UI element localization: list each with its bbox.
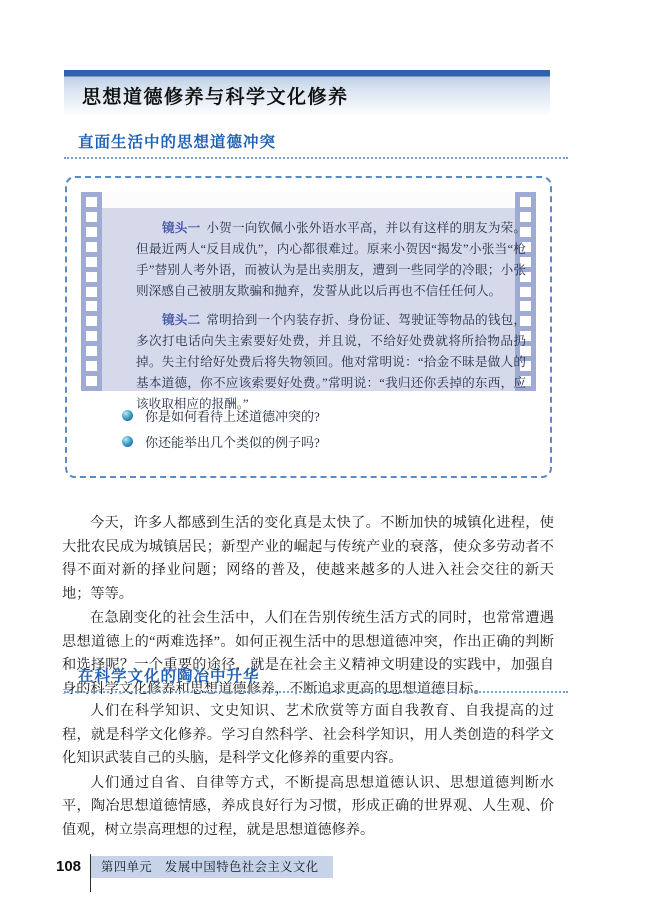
- list-item: [122, 406, 502, 425]
- scene-paragraph-2: [136, 310, 526, 415]
- film-sprocket-hole: [86, 287, 97, 297]
- bullet-sphere-icon: [122, 410, 133, 421]
- film-sprocket-hole: [86, 257, 97, 267]
- section-heading-2-label: 在科学文化的陶冶中升华: [78, 668, 260, 685]
- film-strip: [81, 192, 536, 411]
- film-sprocket-hole: [86, 376, 97, 386]
- section-heading-2: [74, 664, 574, 693]
- body-paragraph: 在急剧变化的社会生活中，人们在告别传统生活方式的同时，也常常遭遇思想道德上的“两难选择”。如何正视生活中的思想道德冲突，作出正确的判断和选择呢？一个重要的途径，就是在社会主义精神文明建设的实践中，加强自身的科学文化修养和思想道德修养，不断追求更高的思想道德目标。: [62, 610, 554, 697]
- film-sprocket-hole: [86, 316, 97, 326]
- film-strip-top-gap: [101, 192, 516, 208]
- film-sprocket-hole: [86, 197, 97, 207]
- scene-body-1: 小贺一向钦佩小张外语水平高，并以有这样的朋友为荣。但最近两人“反目成仇”，内心都很难过。原来小贺因“揭发”小张当“枪手”替别人考外语，而被认为是出卖朋友，遭到一些同学的冷眼；小张则深感自己被朋友欺骗和抛弃，发誓从此以后再也不信任任何人。: [136, 221, 527, 298]
- body-paragraph: 今天，许多人都感到生活的变化真是太快了。不断加快的城镇化进程，使大批农民成为城镇居民；新型产业的崛起与传统产业的衰落，使众多劳动者不得不面对新的择业问题；网络的普及，使越来越多的人进入社会交往的新天地；等等。: [62, 515, 554, 602]
- film-sprocket-hole: [86, 331, 97, 341]
- section-heading-1-label: 直面生活中的思想道德冲突: [78, 134, 277, 151]
- section-heading-2-rule: [64, 691, 568, 693]
- body-text-block-2: [62, 700, 554, 843]
- film-sprocket-hole: [86, 212, 97, 222]
- list-item: [122, 432, 502, 451]
- film-sprocket-hole: [86, 227, 97, 237]
- body-paragraph: 人们通过自省、自律等方式，不断提高思想道德认识、思想道德判断水平，陶冶思想道德情感，养成良好行为习惯，形成正确的世界观、人生观、价值观，树立崇高理想的过程，就是思想道德修养。: [62, 774, 554, 838]
- page-footer: [56, 856, 333, 878]
- question-text-1: 你是如何看待上述道德冲突的?: [145, 409, 320, 424]
- film-sprocket-rail-left: [81, 192, 102, 391]
- scene-text-group: [136, 218, 526, 423]
- film-sprocket-hole: [86, 346, 97, 356]
- film-sprocket-hole: [86, 301, 97, 311]
- section-heading-1-rule: [64, 157, 568, 159]
- chapter-title-bar: [64, 70, 550, 116]
- bullet-sphere-icon: [122, 436, 133, 447]
- question-text-2: 你还能举出几个类似的例子吗?: [145, 435, 320, 450]
- scene-label-2: 镜头二: [162, 313, 201, 327]
- film-sprocket-hole: [86, 361, 97, 371]
- film-sprocket-hole: [520, 197, 531, 207]
- section-heading-1: [74, 130, 574, 159]
- page-number: 108: [56, 858, 82, 875]
- scene-label-1: 镜头一: [162, 221, 201, 235]
- question-list: [122, 406, 502, 458]
- footer-unit-label: 第四单元 发展中国特色社会主义文化: [91, 856, 333, 878]
- scene-paragraph-1: [136, 218, 526, 302]
- body-paragraph: 人们在科学知识、文史知识、艺术欣赏等方面自我教育、自我提高的过程，就是科学文化修养。学习自然科学、社会科学知识，用人类创造的科学文化知识武装自己的头脑，是科学文化修养的重要内容。: [62, 703, 554, 766]
- activity-box: [65, 176, 552, 478]
- page-title: 思想道德修养与科学文化修养: [82, 87, 349, 108]
- film-sprocket-hole: [86, 242, 97, 252]
- scene-body-2: 常明拾到一个内装存折、身份证、驾驶证等物品的钱包，多次打电话向失主索要好处费，并且说，不给好处费就将所拾物品扔掉。失主付给好处费后将失物领回。他对常明说：“拾金不昧是做人的基本道德，你不应该索要好处费。”常明说：“我归还你丢掉的东西，应该收取相应的报酬。”: [136, 313, 527, 411]
- film-sprocket-hole: [86, 272, 97, 282]
